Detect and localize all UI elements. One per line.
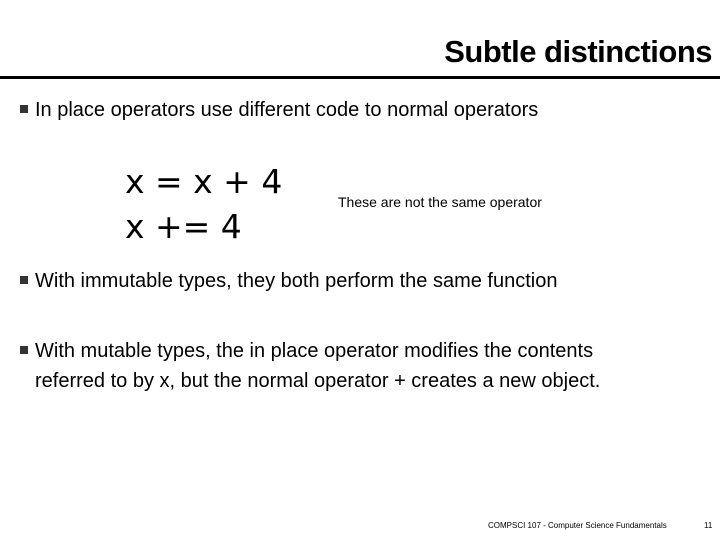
bullet-immutable [20, 266, 557, 296]
bullet-text-line2: referred to by x, but the normal operator + creates a new object. [35, 370, 601, 392]
bullet-square-icon [20, 346, 28, 354]
bullet-square-icon [20, 105, 28, 113]
bullet-in-place [20, 95, 538, 125]
bullet-text-line1: With mutable types, the in place operator modifies the contents [35, 340, 594, 362]
code-line-normal: x = x + 4 [125, 162, 283, 201]
bullet-square-icon [20, 276, 28, 284]
code-line-inplace: x += 4 [125, 207, 242, 246]
bullet-mutable [20, 336, 600, 396]
slide-title: Subtle distinctions [444, 34, 712, 69]
page-number: 11 [704, 521, 713, 530]
bullet-text: In place operators use different code to normal operators [35, 99, 539, 121]
bullet-text: With immutable types, they both perform the same function [35, 270, 558, 292]
operator-note: These are not the same operator [338, 194, 542, 210]
title-divider [0, 76, 720, 79]
footer-course: COMPSCI 107 - Computer Science Fundamentals [488, 521, 667, 530]
